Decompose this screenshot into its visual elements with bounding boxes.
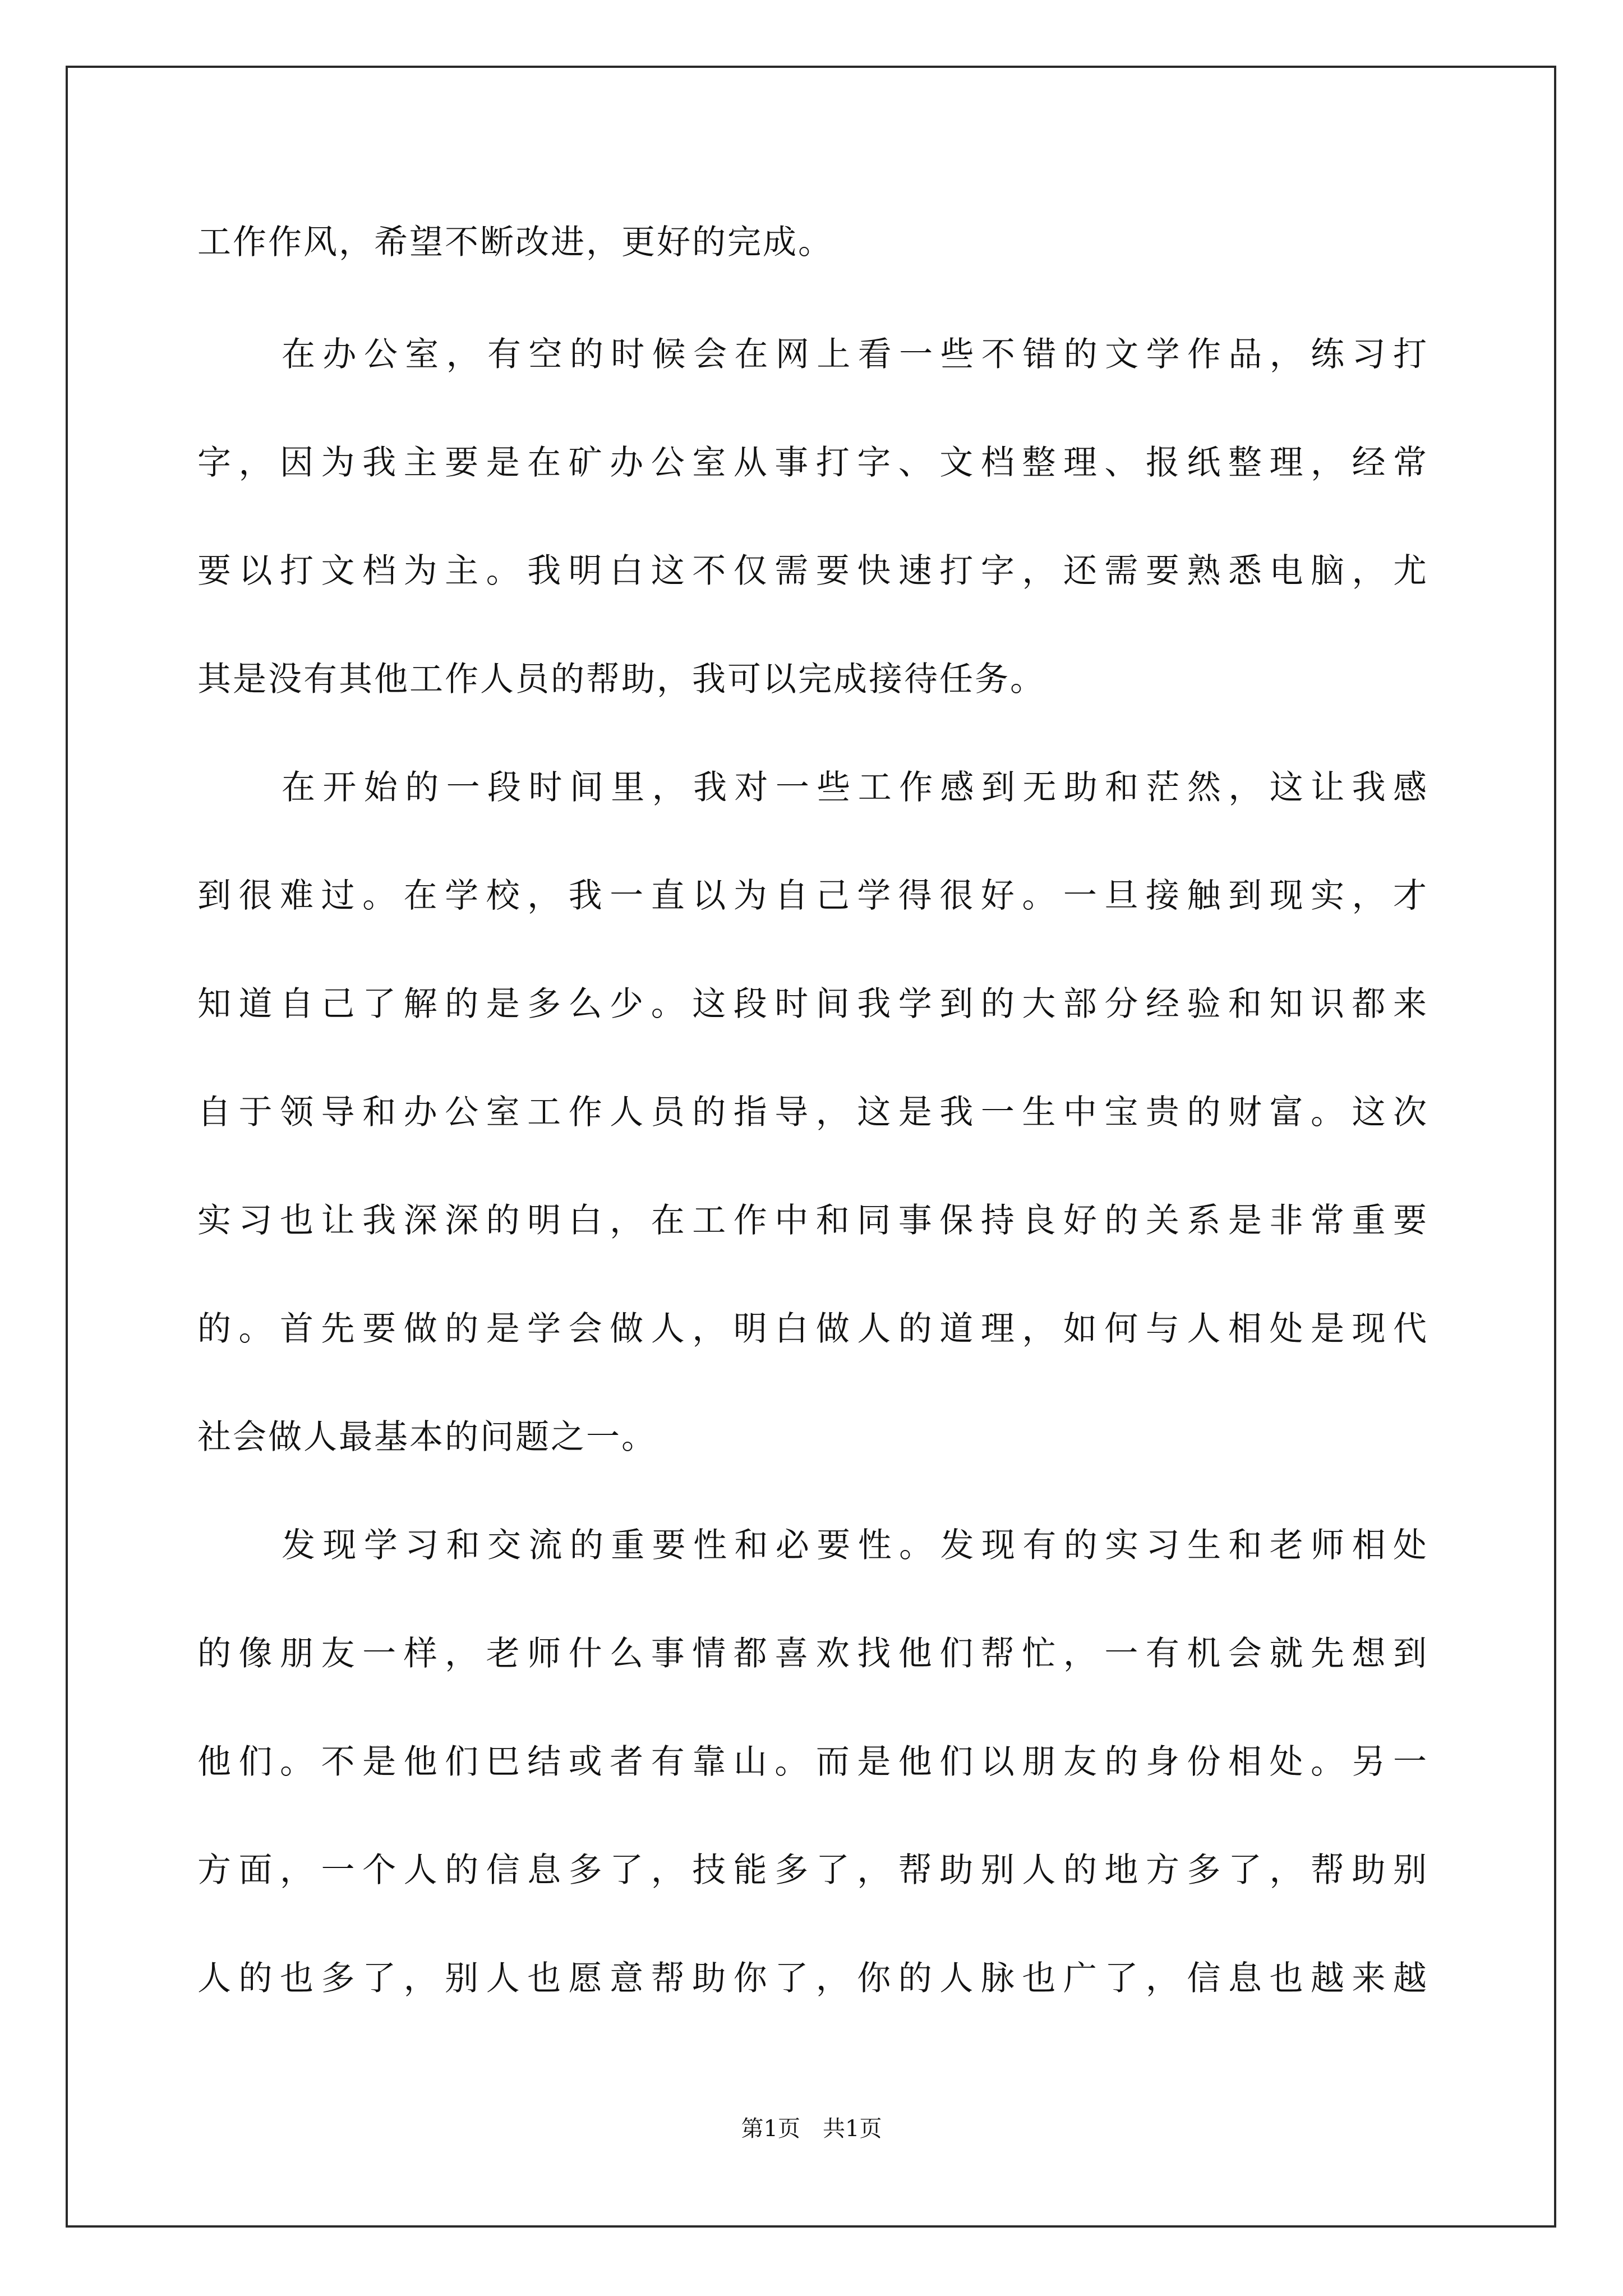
text-line: 社会做人最基本的问题之一。 <box>197 1418 657 1457</box>
text-line: 人的也多了，别人也愿意帮助你了，你的人脉也广了，信息也越来越 <box>197 1959 1427 1998</box>
page-number-footer: 第1页 共1页 <box>741 2116 882 2142</box>
page-border <box>66 66 1556 2228</box>
text-line: 他们。不是他们巴结或者有靠山。而是他们以朋友的身份相处。另一 <box>197 1742 1427 1782</box>
text-line: 自于领导和办公室工作人员的指导，这是我一生中宝贵的财富。这次 <box>197 1093 1427 1132</box>
paragraph-first-line: 在办公室，有空的时候会在网上看一些不错的文学作品，练习打 <box>282 335 1427 374</box>
text-line: 的。首先要做的是学会做人，明白做人的道理，如何与人相处是现代 <box>197 1309 1427 1349</box>
text-line: 要以打文档为主。我明白这不仅需要快速打字，还需要熟悉电脑，尤 <box>197 551 1427 591</box>
text-line: 字，因为我主要是在矿办公室从事打字、文档整理、报纸整理，经常 <box>197 443 1427 482</box>
text-line: 方面，一个人的信息多了，技能多了，帮助别人的地方多了，帮助别 <box>197 1851 1427 1890</box>
text-line: 知道自己了解的是多么少。这段时间我学到的大部分经验和知识都来 <box>197 984 1427 1024</box>
text-line: 实习也让我深深的明白，在工作中和同事保持良好的关系是非常重要 <box>197 1201 1427 1240</box>
text-line: 到很难过。在学校，我一直以为自己学得很好。一旦接触到现实，才 <box>197 876 1427 915</box>
paragraph-first-line: 在开始的一段时间里，我对一些工作感到无助和茫然，这让我感 <box>282 768 1427 807</box>
text-line: 的像朋友一样，老师什么事情都喜欢找他们帮忙，一有机会就先想到 <box>197 1634 1427 1673</box>
text-line: 其是没有其他工作人员的帮助，我可以完成接待任务。 <box>197 660 1045 699</box>
paragraph-first-line: 发现学习和交流的重要性和必要性。发现有的实习生和老师相处 <box>282 1526 1427 1565</box>
text-line: 工作作风，希望不断改进，更好的完成。 <box>197 223 833 262</box>
